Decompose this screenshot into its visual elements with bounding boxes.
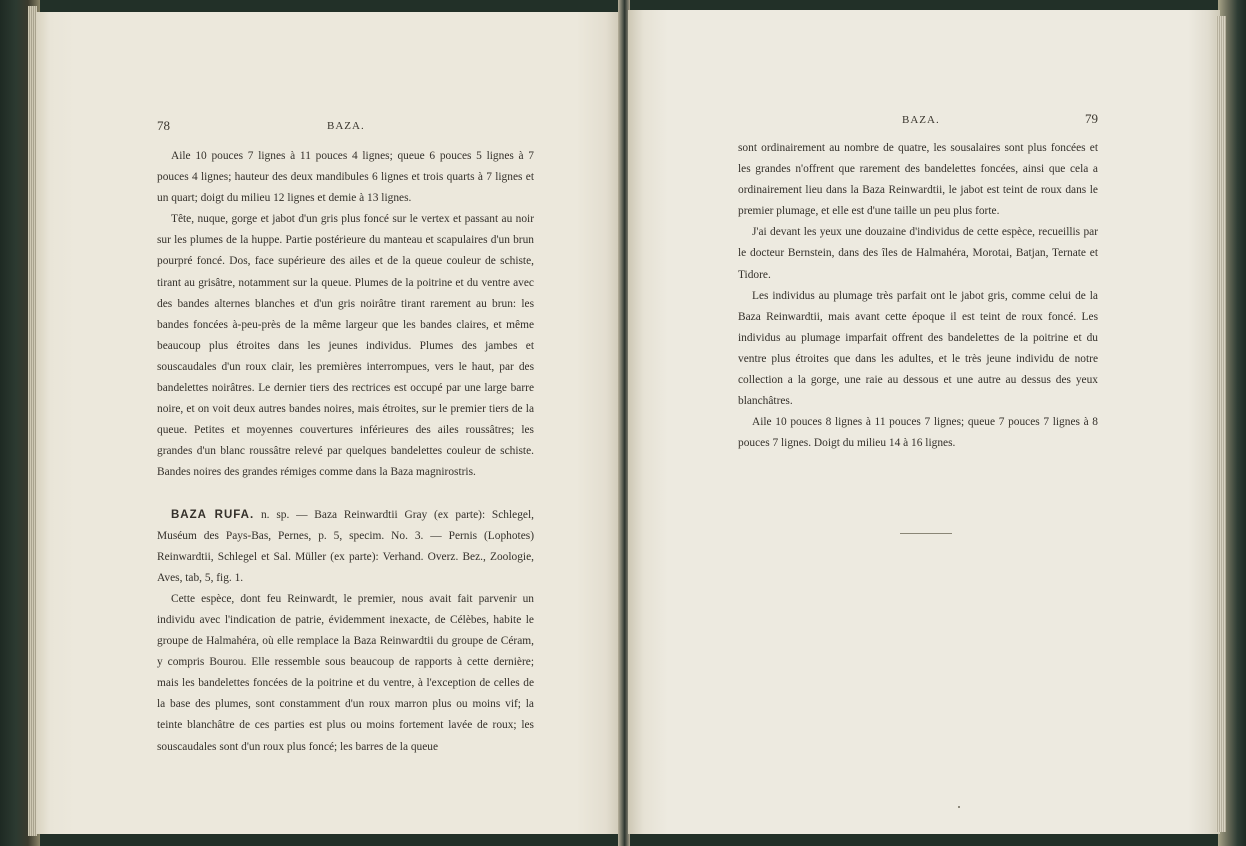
species-description-paragraph: Cette espèce, dont feu Reinwardt, le premier, nous avait fait parvenir un individu avec l'indication de patrie, évidemment inexacte, de Célèbes, habite le groupe de Halmahéra, où elle remplace la Baza Reinwardtii du groupe de Céram, y compris Bourou. Elle ressemble sous beaucoup de rapports à cette dernière; mais les bandelettes foncées de la poitrine et du ventre, à l'exception de celles de la base des plumes, sont constamment d'un roux marron plus ou moins vif; la teinte blanchâtre de ces parties est plus ou moins fortement lavée de roux; les souscaudales sont d'un roux plus foncé; les barres de la queue [157,592,534,753]
continued-paragraph: sont ordinairement au nombre de quatre, les sousalaires sont plus foncées et les grandes n'offrent que rarement des bandelettes foncées, ainsi que cela a ordinairement lieu dans la Baza Reinwardtii, le jabot est teint de roux dans le premier plumage, et elle est d'une taille un peu plus forte. [738,142,1098,218]
left-text-block [157,146,534,758]
measurements-paragraph: Aile 10 pouces 7 lignes à 11 pouces 4 lignes; queue 6 pouces 5 lignes à 7 pouces 4 lignes; hauteur des deux mandibules 6 lignes et trois quarts à 7 lignes et un quart; doigt du milieu 12 lignes et demie à 13 lignes. [157,150,534,205]
right-page [628,10,1220,834]
right-page-edges [1216,16,1226,832]
species-name: BAZA RUFA. [171,508,255,521]
specimens-paragraph: J'ai devant les yeux une douzaine d'individus de cette espèce, recueillis par le docteur Bernstein, dans des îles de Halmahéra, Morotai, Batjan, Ternate et Tidore. [738,226,1098,281]
left-page-number: 78 [157,118,170,133]
species-entry [157,505,534,589]
section-end-rule [900,533,952,534]
description-paragraph: Tête, nuque, gorge et jabot d'un gris plus foncé sur le vertex et passant au noir sur les plumes de la huppe. Partie postérieure du manteau et scapulaires d'un brun pourpré foncé. Dos, face supérieure des ailes et de la queue couleur de schiste, tirant au grisâtre, notamment sur la queue. Plumes de la poitrine et du ventre avec des bandes alternes blanches et d'un gris noirâtre tirant rarement au brun: les bandes foncées à-peu-près de la même largeur que les bandes claires, et même beaucoup plus étroites dans les jeunes individus. Plumes des jambes et souscaudales d'un roux clair, les premières interrompues, vers le haut, par des bandelettes noirâtres. Le dernier tiers des rectrices est occupé par une large barre noire, et on voit deux autres bandes noires, mais étroites, sur le premier tiers de la queue. Petites et moyennes couvertures inférieures des ailes roussâtres; les grandes d'un blanc roussâtre relevé par quelques bandelettes couleur de schiste. Bandes noires des grandes rémiges comme dans la Baza magnirostris. [157,213,534,479]
right-running-head: BAZA. [902,114,940,126]
right-page-number: 79 [1085,111,1098,126]
plumage-paragraph: Les individus au plumage très parfait ont le jabot gris, comme celui de la Baza Reinwardtii, mais avant cette époque il est teint de roux foncé. Les individus au plumage imparfait offrent des bandelettes de la poitrine et du ventre plus étroites que dans les adultes, et le très jeune individu de notre collection a la gorge, une raie au dessous et une autre au dessus des yeux blanchâtres. [738,289,1098,408]
page-speck [958,806,960,808]
right-measurements-paragraph: Aile 10 pouces 8 lignes à 11 pouces 7 lignes; queue 7 pouces 7 lignes à 8 pouces 7 lignes. Doigt du milieu 14 à 16 lignes. [738,416,1098,450]
left-page [36,12,620,834]
species-citation: n. sp. — Baza Reinwardtii Gray (ex parte): Schlegel, Muséum des Pays-Bas, Pernes, p. 5, specim. No. 3. — Pernis (Lophotes) Reinwardtii, Schlegel et Sal. Müller (ex parte): Verhand. Overz. Bez., Zoologie, Aves, tab, 5, fig. 1. [157,508,534,584]
right-text-block [738,138,1098,454]
left-running-head: BAZA. [327,120,365,132]
